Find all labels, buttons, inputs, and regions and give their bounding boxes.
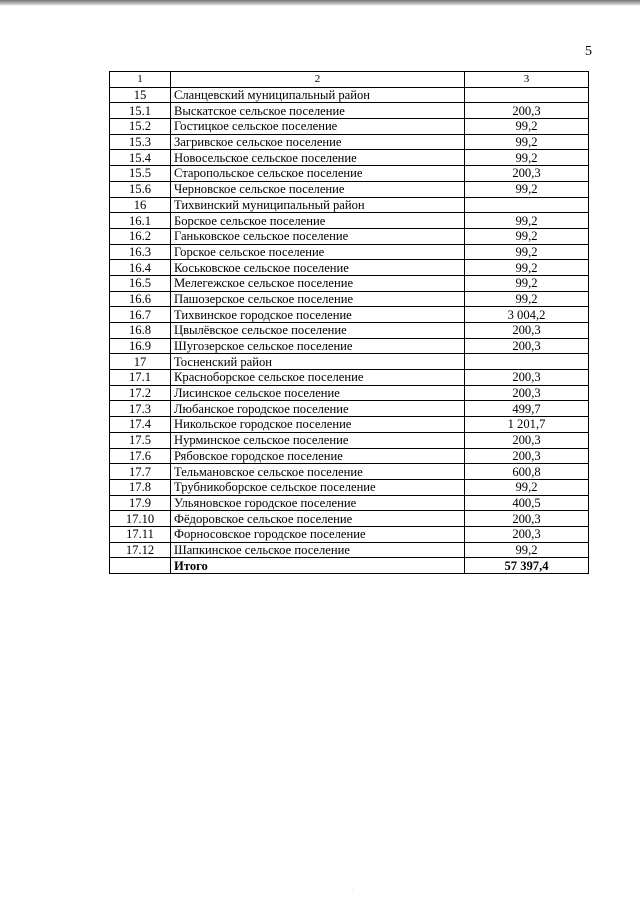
row-name-cell: Ульяновское городское поселение (171, 495, 465, 511)
row-value-cell: 200,3 (465, 166, 589, 182)
row-name-cell: Лисинское сельское поселение (171, 385, 465, 401)
row-name-cell: Черновское сельское поселение (171, 181, 465, 197)
row-number-cell: 15.1 (110, 103, 171, 119)
table-row (110, 479, 589, 495)
row-number-cell: 17.4 (110, 417, 171, 433)
scan-mark: · (352, 888, 354, 894)
row-name-cell: Тельмановское сельское поселение (171, 464, 465, 480)
row-number-cell: 17.8 (110, 479, 171, 495)
row-value-cell (465, 87, 589, 103)
row-number-cell: 16 (110, 197, 171, 213)
table-row (110, 228, 589, 244)
row-value-cell: 99,2 (465, 291, 589, 307)
table-row (110, 432, 589, 448)
row-value-cell: 1 201,7 (465, 417, 589, 433)
row-value-cell: 600,8 (465, 464, 589, 480)
row-number-cell: 17.1 (110, 370, 171, 386)
row-number-cell: 17.9 (110, 495, 171, 511)
row-name-cell: Нурминское сельское поселение (171, 432, 465, 448)
table-row (110, 213, 589, 229)
table-row (110, 275, 589, 291)
row-name-cell: Итого (171, 558, 465, 574)
row-name-cell: Горское сельское поселение (171, 244, 465, 260)
row-number-cell: 15 (110, 87, 171, 103)
table-row (110, 338, 589, 354)
table-row (110, 134, 589, 150)
table-row (110, 448, 589, 464)
row-value-cell: 200,3 (465, 526, 589, 542)
row-value-cell: 200,3 (465, 323, 589, 339)
row-name-cell: Сланцевский муниципальный район (171, 87, 465, 103)
scan-top-edge (0, 0, 640, 6)
row-number-cell: 17.11 (110, 526, 171, 542)
row-value-cell: 99,2 (465, 542, 589, 558)
row-value-cell: 200,3 (465, 432, 589, 448)
row-value-cell: 99,2 (465, 181, 589, 197)
row-name-cell: Ганьковское сельское поселение (171, 228, 465, 244)
row-name-cell: Тосненский район (171, 354, 465, 370)
row-number-cell (110, 558, 171, 574)
allocation-table (109, 71, 589, 574)
row-number-cell: 17.12 (110, 542, 171, 558)
row-number-cell: 16.3 (110, 244, 171, 260)
table-row (110, 181, 589, 197)
row-value-cell (465, 354, 589, 370)
table-row (110, 244, 589, 260)
table-header-row (110, 72, 589, 88)
row-value-cell: 99,2 (465, 228, 589, 244)
row-value-cell: 99,2 (465, 260, 589, 276)
table-row (110, 87, 589, 103)
row-number-cell: 15.2 (110, 119, 171, 135)
row-number-cell: 17.3 (110, 401, 171, 417)
row-name-cell: Мелегежское сельское поселение (171, 275, 465, 291)
row-value-cell: 99,2 (465, 150, 589, 166)
row-name-cell: Борское сельское поселение (171, 213, 465, 229)
row-name-cell: Тихвинский муниципальный район (171, 197, 465, 213)
row-name-cell: Новосельское сельское поселение (171, 150, 465, 166)
row-value-cell: 99,2 (465, 119, 589, 135)
column-header-1: 1 (110, 72, 171, 88)
row-name-cell: Старопольское сельское поселение (171, 166, 465, 182)
row-name-cell: Пашозерское сельское поселение (171, 291, 465, 307)
row-value-cell: 99,2 (465, 244, 589, 260)
table-row (110, 511, 589, 527)
table-row (110, 197, 589, 213)
row-name-cell: Красноборское сельское поселение (171, 370, 465, 386)
row-number-cell: 15.5 (110, 166, 171, 182)
table-row (110, 385, 589, 401)
row-value-cell: 499,7 (465, 401, 589, 417)
row-value-cell: 200,3 (465, 385, 589, 401)
row-value-cell: 3 004,2 (465, 307, 589, 323)
table-body (110, 72, 589, 574)
table-row (110, 291, 589, 307)
row-name-cell: Загривское сельское поселение (171, 134, 465, 150)
row-number-cell: 15.4 (110, 150, 171, 166)
table-row (110, 401, 589, 417)
row-name-cell: Шугозерское сельское поселение (171, 338, 465, 354)
row-number-cell: 16.7 (110, 307, 171, 323)
table-row (110, 103, 589, 119)
table-row (110, 150, 589, 166)
row-number-cell: 17.6 (110, 448, 171, 464)
row-number-cell: 17.7 (110, 464, 171, 480)
row-name-cell: Гостицкое сельское поселение (171, 119, 465, 135)
row-value-cell: 200,3 (465, 338, 589, 354)
row-number-cell: 16.2 (110, 228, 171, 244)
table-row (110, 542, 589, 558)
row-name-cell: Форносовское городское поселение (171, 526, 465, 542)
table-row (110, 307, 589, 323)
row-name-cell: Никольское городское поселение (171, 417, 465, 433)
column-header-2: 2 (171, 72, 465, 88)
row-value-cell: 400,5 (465, 495, 589, 511)
row-number-cell: 16.8 (110, 323, 171, 339)
row-number-cell: 16.1 (110, 213, 171, 229)
row-number-cell: 16.9 (110, 338, 171, 354)
row-number-cell: 17 (110, 354, 171, 370)
row-name-cell: Фёдоровское сельское поселение (171, 511, 465, 527)
table-row (110, 260, 589, 276)
row-value-cell: 99,2 (465, 134, 589, 150)
row-value-cell: 200,3 (465, 370, 589, 386)
page-number: 5 (585, 44, 592, 59)
row-number-cell: 15.3 (110, 134, 171, 150)
row-number-cell: 17.10 (110, 511, 171, 527)
row-value-cell: 99,2 (465, 275, 589, 291)
row-number-cell: 17.5 (110, 432, 171, 448)
row-number-cell: 16.4 (110, 260, 171, 276)
table-row (110, 354, 589, 370)
row-name-cell: Шапкинское сельское поселение (171, 542, 465, 558)
row-value-cell: 200,3 (465, 511, 589, 527)
row-number-cell: 15.6 (110, 181, 171, 197)
row-value-cell: 99,2 (465, 213, 589, 229)
table-row (110, 464, 589, 480)
row-name-cell: Цвылёвское сельское поселение (171, 323, 465, 339)
row-number-cell: 17.2 (110, 385, 171, 401)
column-header-3: 3 (465, 72, 589, 88)
table-row (110, 526, 589, 542)
row-value-cell (465, 197, 589, 213)
row-name-cell: Трубникоборское сельское поселение (171, 479, 465, 495)
table-row (110, 495, 589, 511)
row-name-cell: Любанское городское поселение (171, 401, 465, 417)
row-number-cell: 16.6 (110, 291, 171, 307)
total-row (110, 558, 589, 574)
table-row (110, 370, 589, 386)
table-row (110, 323, 589, 339)
row-value-cell: 99,2 (465, 479, 589, 495)
table-row (110, 417, 589, 433)
row-name-cell: Коськовское сельское поселение (171, 260, 465, 276)
table-row (110, 119, 589, 135)
row-number-cell: 16.5 (110, 275, 171, 291)
table-row (110, 166, 589, 182)
row-name-cell: Рябовское городское поселение (171, 448, 465, 464)
row-name-cell: Тихвинское городское поселение (171, 307, 465, 323)
row-value-cell: 57 397,4 (465, 558, 589, 574)
row-value-cell: 200,3 (465, 448, 589, 464)
row-value-cell: 200,3 (465, 103, 589, 119)
row-name-cell: Выскатское сельское поселение (171, 103, 465, 119)
